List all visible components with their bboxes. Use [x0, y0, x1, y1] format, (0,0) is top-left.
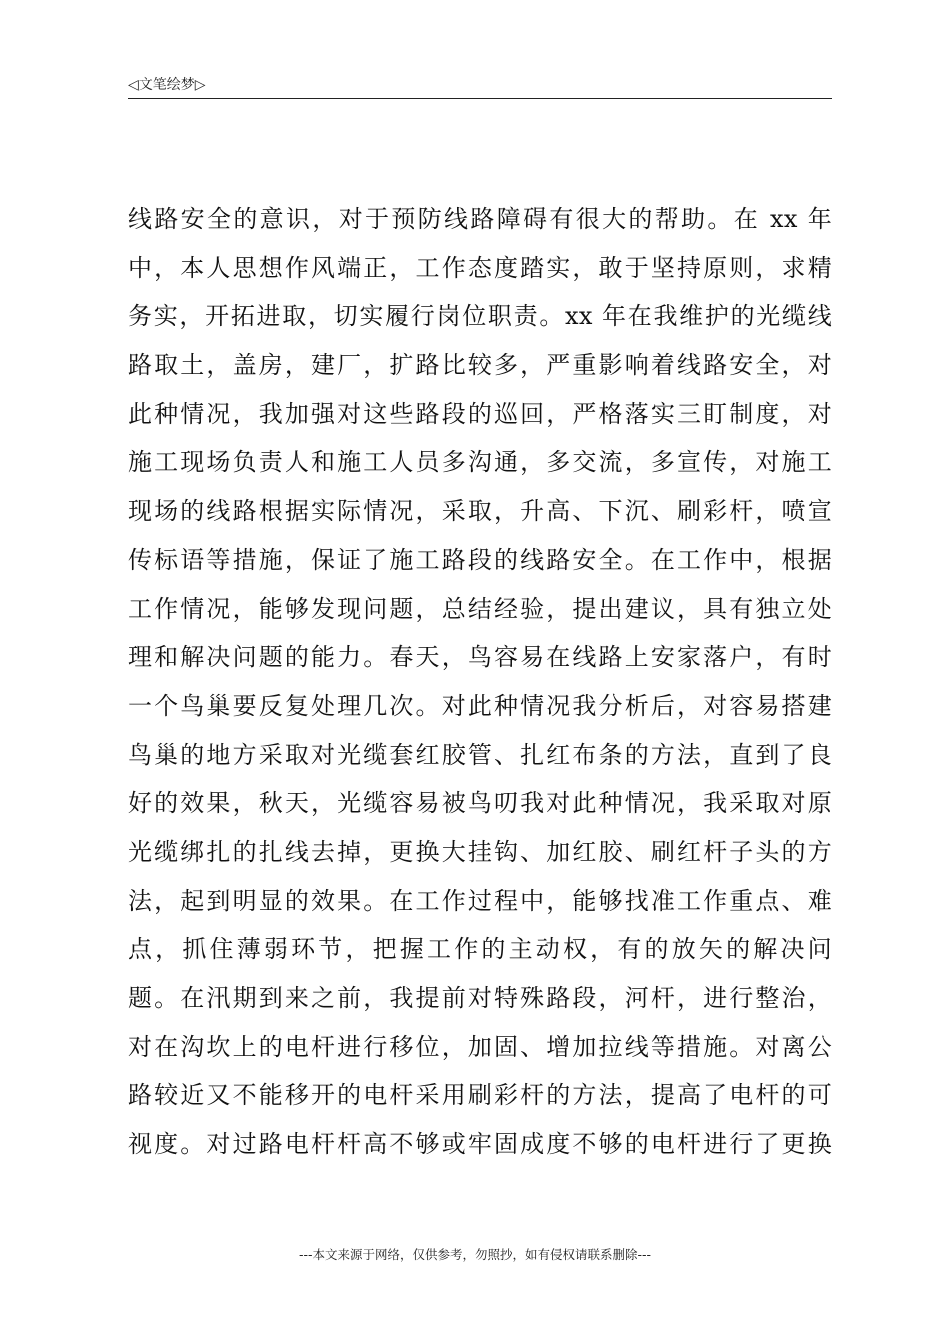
body-line: 鸟巢的地方采取对光缆套红胶管、扎红布条的方法，直到了良 [128, 740, 832, 769]
body-line: 工作情况，能够发现问题，总结经验，提出建议，具有独立处 [128, 594, 832, 623]
body-line: 理和解决问题的能力。春天，鸟容易在线路上安家落户，有时 [128, 643, 832, 672]
body-line: 对在沟坎上的电杆进行移位，加固、增加拉线等措施。对离公 [128, 1032, 832, 1061]
page-header [128, 76, 832, 99]
body-line: 一个鸟巢要反复处理几次。对此种情况我分析后，对容易搭建 [128, 691, 832, 720]
body-line: 好的效果，秋天，光缆容易被鸟叨我对此种情况，我采取对原 [128, 789, 832, 818]
body-line: 点，抓住薄弱环节，把握工作的主动权，有的放矢的解决问 [128, 935, 832, 964]
body-line: 线路安全的意识，对于预防线路障碍有很大的帮助。在 xx 年 [128, 205, 832, 233]
body-line: 视度。对过路电杆杆高不够或牢固成度不够的电杆进行了更换 [128, 1130, 832, 1159]
body-line: 法，起到明显的效果。在工作过程中，能够找准工作重点、难 [128, 886, 832, 915]
body-line: 传标语等措施，保证了施工路段的线路安全。在工作中，根据 [128, 545, 832, 574]
body-line: 此种情况，我加强对这些路段的巡回，严格落实三盯制度，对 [128, 399, 832, 428]
body-line: 路取土，盖房，建厂，扩路比较多，严重影响着线路安全，对 [128, 351, 832, 380]
body-line: 路较近又不能移开的电杆采用刷彩杆的方法，提高了电杆的可 [128, 1081, 832, 1110]
page-footer: ---本文来源于网络，仅供参考，勿照抄，如有侵权请联系删除--- [298, 1247, 652, 1262]
body-line: 光缆绑扎的扎线去掉，更换大挂钩、加红胶、刷红杆子头的方 [128, 837, 832, 866]
body-line: 现场的线路根据实际情况，采取，升高、下沉、刷彩杆，喷宣 [128, 497, 832, 526]
document-body [128, 195, 832, 1169]
body-line: 施工现场负责人和施工人员多沟通，多交流，多宣传，对施工 [128, 448, 832, 477]
header-title: ◁文笔绘梦▷ [128, 77, 206, 93]
body-line: 务实，开拓进取，切实履行岗位职责。xx 年在我维护的光缆线 [128, 302, 832, 331]
body-line: 中，本人思想作风端正，工作态度踏实，敢于坚持原则，求精 [128, 253, 832, 282]
body-line: 题。在汛期到来之前，我提前对特殊路段，河杆，进行整治， [128, 984, 832, 1012]
